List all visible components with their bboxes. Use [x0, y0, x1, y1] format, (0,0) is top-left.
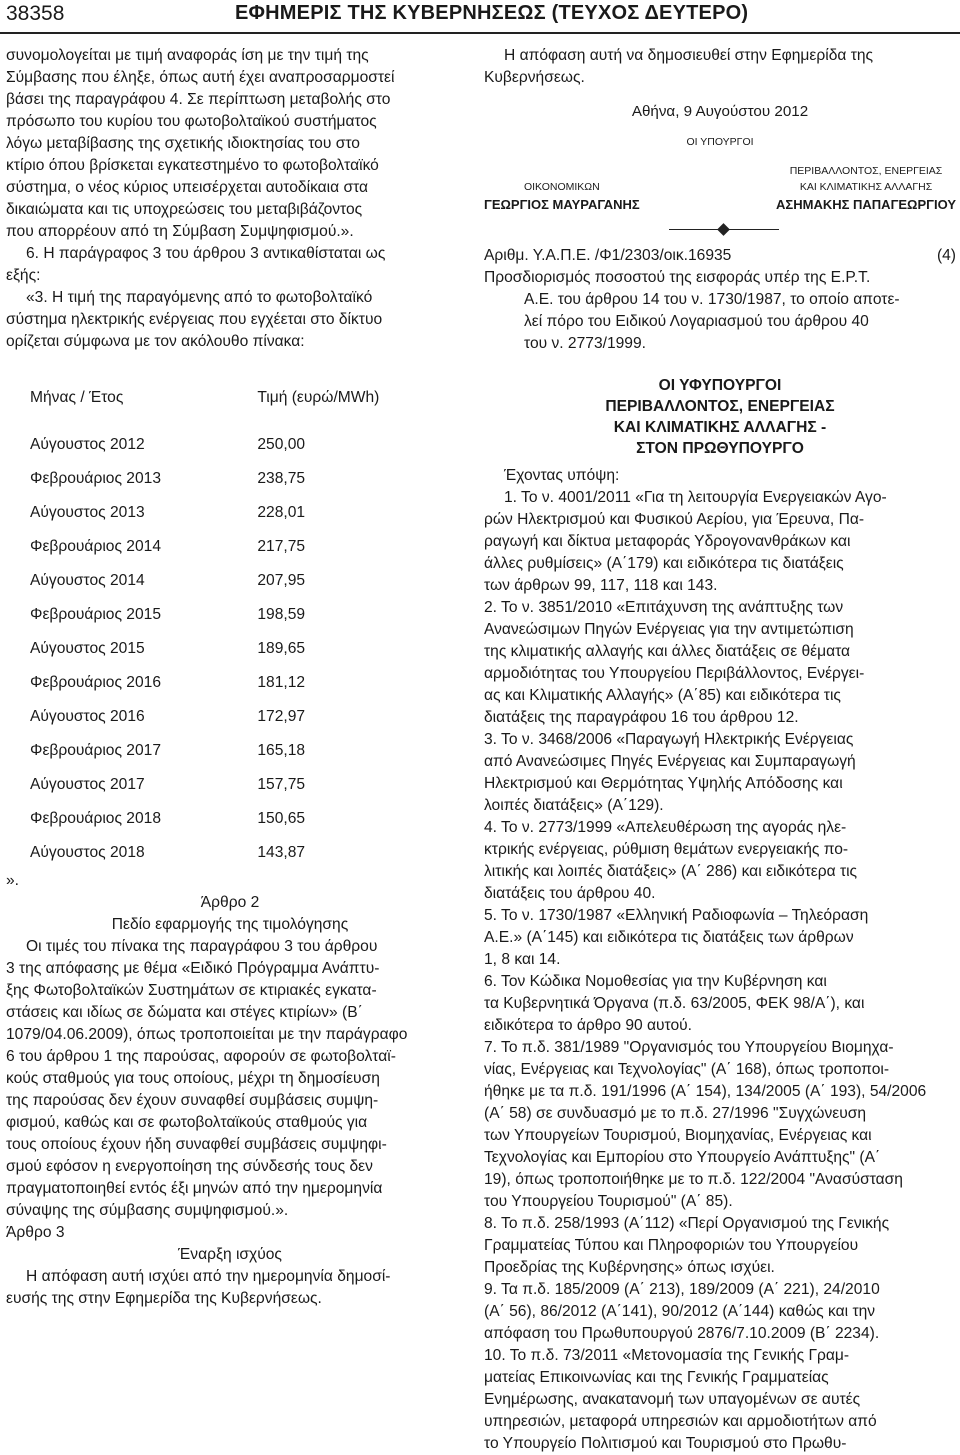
text-line: 1, 8 και 14. [484, 951, 561, 968]
text-line: Προεδρίας της Κυβέρνησης» όπως ισχύει. [484, 1259, 775, 1276]
signatory-title: ΟΙΚΟΝΟΜΙΚΩΝ [523, 181, 600, 193]
text-line: 3. Το ν. 3468/2006 «Παραγωγή Ηλεκτρικής Ενέργειας [484, 731, 854, 748]
text-line: των Υπουργείων Τουρισμού, Βιομηχανίας, Ενέργειας και [484, 1127, 872, 1144]
column-header-month: Μήνας / Έτος [30, 389, 124, 406]
article-3-subtitle: Έναρξη ισχύος [178, 1246, 282, 1263]
text-line: Σύμβασης που έληξε, όπως αυτή έχει αναπροσαρμοστεί [6, 69, 395, 86]
table-row [30, 564, 418, 598]
table-row [30, 836, 418, 870]
text-line: βάσει της παραγράφου 4. Σε περίπτωση μεταβολής στο [6, 91, 391, 108]
month-cell: Φεβρουάριος 2017 [30, 742, 161, 759]
table-row [30, 496, 418, 530]
text-line: ΚΑΙ ΚΛΙΜΑΤΙΚΗΣ ΑΛΛΑΓΗΣ - [613, 419, 827, 436]
ministers-label: ΟΙ ΥΠΟΥΡΓΟΙ [686, 136, 754, 148]
text-line: κτίριο όπου βρίσκεται εγκατεστημένο το φωτοβολταϊκό [6, 157, 379, 174]
text-line: Α.Ε.» (Α΄145) και ειδικότερα τις διατάξεις των άρθρων [484, 929, 854, 946]
text-line: φισμού, καθώς και σε φωτοβολταϊκούς σταθμούς για [6, 1114, 368, 1131]
text-line: 2. Το ν. 3851/2010 «Επιτάχυνση της ανάπτυξης των [484, 599, 844, 616]
text-line: λόγω μεταβίβασης της σχετικής ιδιοκτησίας του στο [6, 135, 360, 152]
text-line: νίας, Ενέργειας και Τεχνολογίας" (Α΄ 168), όπως τροποποι- [484, 1061, 890, 1078]
text-line: δικαιώματα και τις υποχρεώσεις του μεταβιβάζοντος [6, 201, 363, 218]
table-row [30, 598, 418, 632]
article-2-body [6, 936, 454, 1222]
gazette-title: ΕΦΗΜΕΡΙΣ ΤΗΣ ΚΥΒΕΡΝΗΣΕΩΣ (ΤΕΥΧΟΣ ΔΕΥΤΕΡΟ) [235, 2, 749, 24]
text-line: διατάξεις της παραγράφου 16 του άρθρου 12. [484, 709, 799, 726]
text-line: 6. Η παράγραφος 3 του άρθρου 3 αντικαθίσταται ως [26, 245, 386, 262]
text-line: σύστημα ηλεκτρικής ενέργειας που εγχέεται στο δίκτυο [6, 311, 383, 328]
paragraph-6 [6, 243, 454, 287]
text-line: λοιπές διατάξεις» (Α΄129). [484, 797, 664, 814]
table-row [30, 632, 418, 666]
text-line: ρών Ηλεκτρισμού και Φυσικού Αερίου, για Έρευνα, Πα- [484, 511, 865, 528]
considerations-body [484, 487, 956, 1455]
text-line: ξης Φωτοβολταϊκών Συστημάτων σε κτιριακές εγκατα- [6, 982, 377, 999]
text-line: 5. Το ν. 1730/1987 «Ελληνική Ραδιοφωνία – Τηλεόραση [484, 907, 869, 924]
text-line: αρμοδιότητας του Υπουργείου Περιβάλλοντος, Ενέργει- [484, 665, 865, 682]
text-line: 10. Το π.δ. 73/2011 «Μετονομασία της Γενικής Γραμ- [484, 1347, 850, 1364]
paragraph-3-intro [6, 287, 454, 353]
text-line: (Α΄ 58) σε συνδυασμό με το π.δ. 27/1996 "Συγχώνευση [484, 1105, 867, 1122]
text-line: 1. Το ν. 4001/2011 «Για τη λειτουργία Ενεργειακών Αγο- [504, 489, 887, 506]
text-line: υπηρεσιών, μεταφορά υπηρεσιών και αρμοδιοτήτων από [484, 1413, 877, 1430]
text-line: Προσδιορισμός ποσοστού της εισφοράς υπέρ της Ε.Ρ.Τ. [484, 269, 871, 286]
table-closing-quote: ». [6, 872, 20, 889]
text-line: 6. Τον Κώδικα Νομοθεσίας για την Κυβέρνηση και [484, 973, 827, 990]
price-cell: 181,12 [257, 674, 306, 691]
article-2-subtitle: Πεδίο εφαρμογής της τιμολόγησης [111, 916, 349, 933]
text-line: απόφαση του Πρωθυπουργού 2876/7.10.2009 (Β΄ 2234). [484, 1325, 880, 1342]
price-cell: 238,75 [257, 470, 306, 487]
text-line: εξής: [6, 267, 41, 284]
month-cell: Φεβρουάριος 2018 [30, 810, 161, 827]
text-line: άλλες ρυθμίσεις» (Α΄179) και ειδικότερα τις διατάξεις [484, 555, 844, 572]
text-line: συνομολογείται με τιμή αναφοράς ίση με την τιμή της [6, 47, 369, 64]
text-line: 3 της απόφασης με θέμα «Ειδικό Πρόγραμμα Ανάπτυ- [6, 960, 380, 977]
month-cell: Φεβρουάριος 2016 [30, 674, 161, 691]
text-line: ας και Κλιματικής Αλλαγής» (Α΄85) και ειδικότερα τις [484, 687, 841, 704]
price-cell: 143,87 [257, 844, 306, 861]
month-cell: Αύγουστος 2017 [30, 776, 145, 793]
signatory-title: ΚΑΙ ΚΛΙΜΑΤΙΚΗΣ ΑΛΛΑΓΗΣ [799, 181, 933, 193]
text-line: Οι τιμές του πίνακα της παραγράφου 3 του άρθρου [26, 938, 378, 955]
text-line: Α.Ε. του άρθρου 14 του ν. 1730/1987, το οποίο αποτε- [524, 291, 900, 308]
text-line: 8. Το π.δ. 258/1993 (Α΄112) «Περί Οργανισμού της Γενικής [484, 1215, 890, 1232]
table-row [30, 462, 418, 496]
text-line: λεί πόρο του Ειδικού Λογαριασμού του άρθρου 40 [524, 313, 869, 330]
decision-reference [484, 245, 956, 267]
text-line: 7. Το π.δ. 381/1989 "Οργανισμός του Υπουργείου Βιομηχα- [484, 1039, 894, 1056]
signatory-finance [484, 179, 640, 215]
price-cell: 172,97 [257, 708, 306, 725]
text-line: της παρούσας δεν έχουν συναφθεί συμβάσεις συμψη- [6, 1092, 379, 1109]
text-line: Η απόφαση αυτή να δημοσιευθεί στην Εφημερίδα της [504, 47, 874, 64]
text-line: Ανανεώσιμων Πηγών Ενέργειας για την αντιμετώπιση [484, 621, 854, 638]
signatory-title: ΠΕΡΙΒΑΛΛΟΝΤΟΣ, ΕΝΕΡΓΕΙΑΣ [789, 165, 943, 177]
signature-block [484, 101, 956, 215]
text-line: Γραμματείας Τύπου και Πληροφοριών του Υπουργείου [484, 1237, 859, 1254]
text-line: (Α΄ 56), 86/2012 (Α΄141), 90/2012 (Α΄144) καθώς και την [484, 1303, 876, 1320]
text-line: του Υπουργείου Τουρισμού" (Α΄ 85). [484, 1193, 733, 1210]
right-column [484, 45, 956, 1455]
text-line: Τεχνολογίας και Εμπορίου στο Υπουργείο Ανάπτυξης" (Α΄ [484, 1149, 881, 1166]
month-cell: Αύγουστος 2015 [30, 640, 145, 657]
text-line: στάσεις και ιδίως σε δώματα και στέγες κτιρίων» (Β΄ [6, 1004, 363, 1021]
table-row [30, 530, 418, 564]
table-row [30, 734, 418, 768]
text-line: πραγματοποιηθεί εντός έξι μηνών από την ημερομηνία [6, 1180, 383, 1197]
text-line: ευσής της στην Εφημερίδα της Κυβερνήσεως. [6, 1290, 322, 1307]
left-column [6, 45, 454, 1310]
text-line: των άρθρων 99, 117, 118 και 143. [484, 577, 718, 594]
table-row [30, 700, 418, 734]
decision-title [484, 267, 956, 289]
month-cell: Φεβρουάριος 2013 [30, 470, 161, 487]
month-cell: Αύγουστος 2014 [30, 572, 145, 589]
price-cell: 228,01 [257, 504, 306, 521]
signatory-name: ΓΕΩΡΓΙΟΣ ΜΑΥΡΑΓΑΝΗΣ [484, 197, 640, 212]
text-line: τους οποίους έχουν ήδη συναφθεί συμβάσεις συμψηφι- [6, 1136, 387, 1153]
page-header [0, 0, 960, 34]
table-row [30, 666, 418, 700]
signatory-environment [776, 163, 956, 215]
text-line: Κυβερνήσεως. [484, 69, 585, 86]
month-cell: Αύγουστος 2018 [30, 844, 145, 861]
publication-order [484, 45, 956, 89]
text-line: ραγωγή και δίκτυα μεταφοράς Υδρογονανθράκων και [484, 533, 851, 550]
decision-title-continued [484, 289, 956, 355]
signatories [484, 163, 956, 215]
text-line: ΟΙ ΥΦΥΠΟΥΡΓΟΙ [658, 377, 782, 394]
price-cell: 217,75 [257, 538, 306, 555]
article-3-title: Άρθρο 3 [6, 1224, 65, 1241]
text-line: σύστημα, ο νέος κύριος υπεισέρχεται αυτοδίκαια στα [6, 179, 369, 196]
text-line: λιτικής και λοιπές διατάξεις» (Α΄ 286) και ειδικότερα τις [484, 863, 858, 880]
text-line: που απορρέουν από τη Σύμβαση Συμψηφισμού.». [6, 223, 354, 240]
text-line: Ηλεκτρισμού και Θερμότητας Υψηλής Απόδοσης και [484, 775, 843, 792]
text-line: σύναψης της σύμβασης συμψηφισμού.». [6, 1202, 289, 1219]
having-regard-label: Έχοντας υπόψη: [504, 467, 620, 484]
text-line: 4. Το ν. 2773/1999 «Απελευθέρωση της αγοράς ηλε- [484, 819, 847, 836]
text-line: το Υπουργείο Πολιτισμού και Τουρισμού στο Πρωθυ- [484, 1435, 847, 1452]
table-row [30, 428, 418, 462]
text-line: Η απόφαση αυτή ισχύει από την ημερομηνία δημοσί- [26, 1268, 391, 1285]
table-row [30, 768, 418, 802]
price-cell: 157,75 [257, 776, 306, 793]
text-line: 1079/04.06.2009), όπως τροποποιείται με την παράγραφο [6, 1026, 408, 1043]
price-cell: 150,65 [257, 810, 306, 827]
text-line: Ενημέρωσης, ανακατανομή των υπαγομένων σε αυτές [484, 1391, 861, 1408]
page-number: 38358 [6, 2, 65, 25]
diamond-icon [717, 223, 730, 236]
price-cell: 250,00 [257, 436, 306, 453]
price-table [30, 368, 418, 870]
price-cell: 189,65 [257, 640, 306, 657]
text-line: του ν. 2773/1999. [524, 335, 646, 352]
issuing-authority-heading [484, 375, 956, 459]
month-cell: Αύγουστος 2013 [30, 504, 145, 521]
signing-date: Αθήνα, 9 Αυγούστου 2012 [631, 103, 809, 120]
text-line: ορίζεται σύμφωνα με τον ακόλουθο πίνακα: [6, 333, 305, 350]
month-cell: Φεβρουάριος 2014 [30, 538, 161, 555]
signatory-name: ΑΣΗΜΑΚΗΣ ΠΑΠΑΓΕΩΡΓΙΟΥ [776, 197, 956, 212]
text-line: 19), όπως τροποποιήθηκε με το π.δ. 122/2004 "Ανασύσταση [484, 1171, 903, 1188]
text-line: κτρικής ενέργειας, ρύθμιση θεμάτων ενεργειακής πο- [484, 841, 849, 858]
column-header-price: Τιμή (ευρώ/MWh) [257, 389, 380, 406]
section-divider [484, 219, 956, 241]
text-line: πρόσωπο του κυρίου του φωτοβολταϊκού συστήματος [6, 113, 377, 130]
article-2-title: Άρθρο 2 [200, 894, 260, 911]
reference-number: Αριθμ. Υ.Α.Π.Ε. /Φ1/2303/οικ.16935 [484, 247, 732, 264]
paragraph-contract-transfer [6, 45, 454, 243]
article-3-body [6, 1266, 454, 1310]
text-line: ΠΕΡΙΒΑΛΛΟΝΤΟΣ, ΕΝΕΡΓΕΙΑΣ [605, 398, 835, 415]
reference-index: (4) [936, 247, 956, 264]
table-header-row [30, 368, 418, 428]
text-line: ματείας Επικοινωνίας και της Γενικής Γραμματείας [484, 1369, 829, 1386]
text-line: τα Κυβερνητικά Όργανα (π.δ. 63/2005, ΦΕΚ 98/Α΄), και [484, 995, 865, 1012]
text-line: «3. Η τιμή της παραγόμενης από το φωτοβολταϊκό [26, 289, 373, 306]
text-line: κούς σταθμούς για τους οποίους, μέχρι τη δημοσίευση [6, 1070, 380, 1087]
text-line: σμού εφόσον η ενεργοποίηση της σύνδεσής τους δεν [6, 1158, 373, 1175]
text-line: ήθηκε με τα π.δ. 191/1996 (Α΄ 154), 134/2005 (Α΄ 193), 54/2006 [484, 1083, 927, 1100]
price-cell: 198,59 [257, 606, 306, 623]
text-line: διατάξεις του άρθρου 40. [484, 885, 656, 902]
text-line: ΣΤΟΝ ΠΡΩΘΥΠΟΥΡΓΟ [636, 440, 804, 457]
text-line: από Ανανεώσιμες Πηγές Ενέργειας και Συμπαραγωγή [484, 753, 856, 770]
month-cell: Αύγουστος 2012 [30, 436, 145, 453]
text-line: 9. Τα π.δ. 185/2009 (Α΄ 213), 189/2009 (Α΄ 221), 24/2010 [484, 1281, 880, 1298]
text-line: της κλιματικής αλλαγής και άλλες διατάξεις σε θέματα [484, 643, 851, 660]
price-cell: 165,18 [257, 742, 306, 759]
text-line: ειδικότερα το άρθρο 90 αυτού. [484, 1017, 693, 1034]
month-cell: Φεβρουάριος 2015 [30, 606, 161, 623]
month-cell: Αύγουστος 2016 [30, 708, 145, 725]
table-row [30, 802, 418, 836]
text-line: 6 του άρθρου 1 της παρούσας, αφορούν σε φωτοβολταϊ- [6, 1048, 396, 1065]
price-cell: 207,95 [257, 572, 306, 589]
